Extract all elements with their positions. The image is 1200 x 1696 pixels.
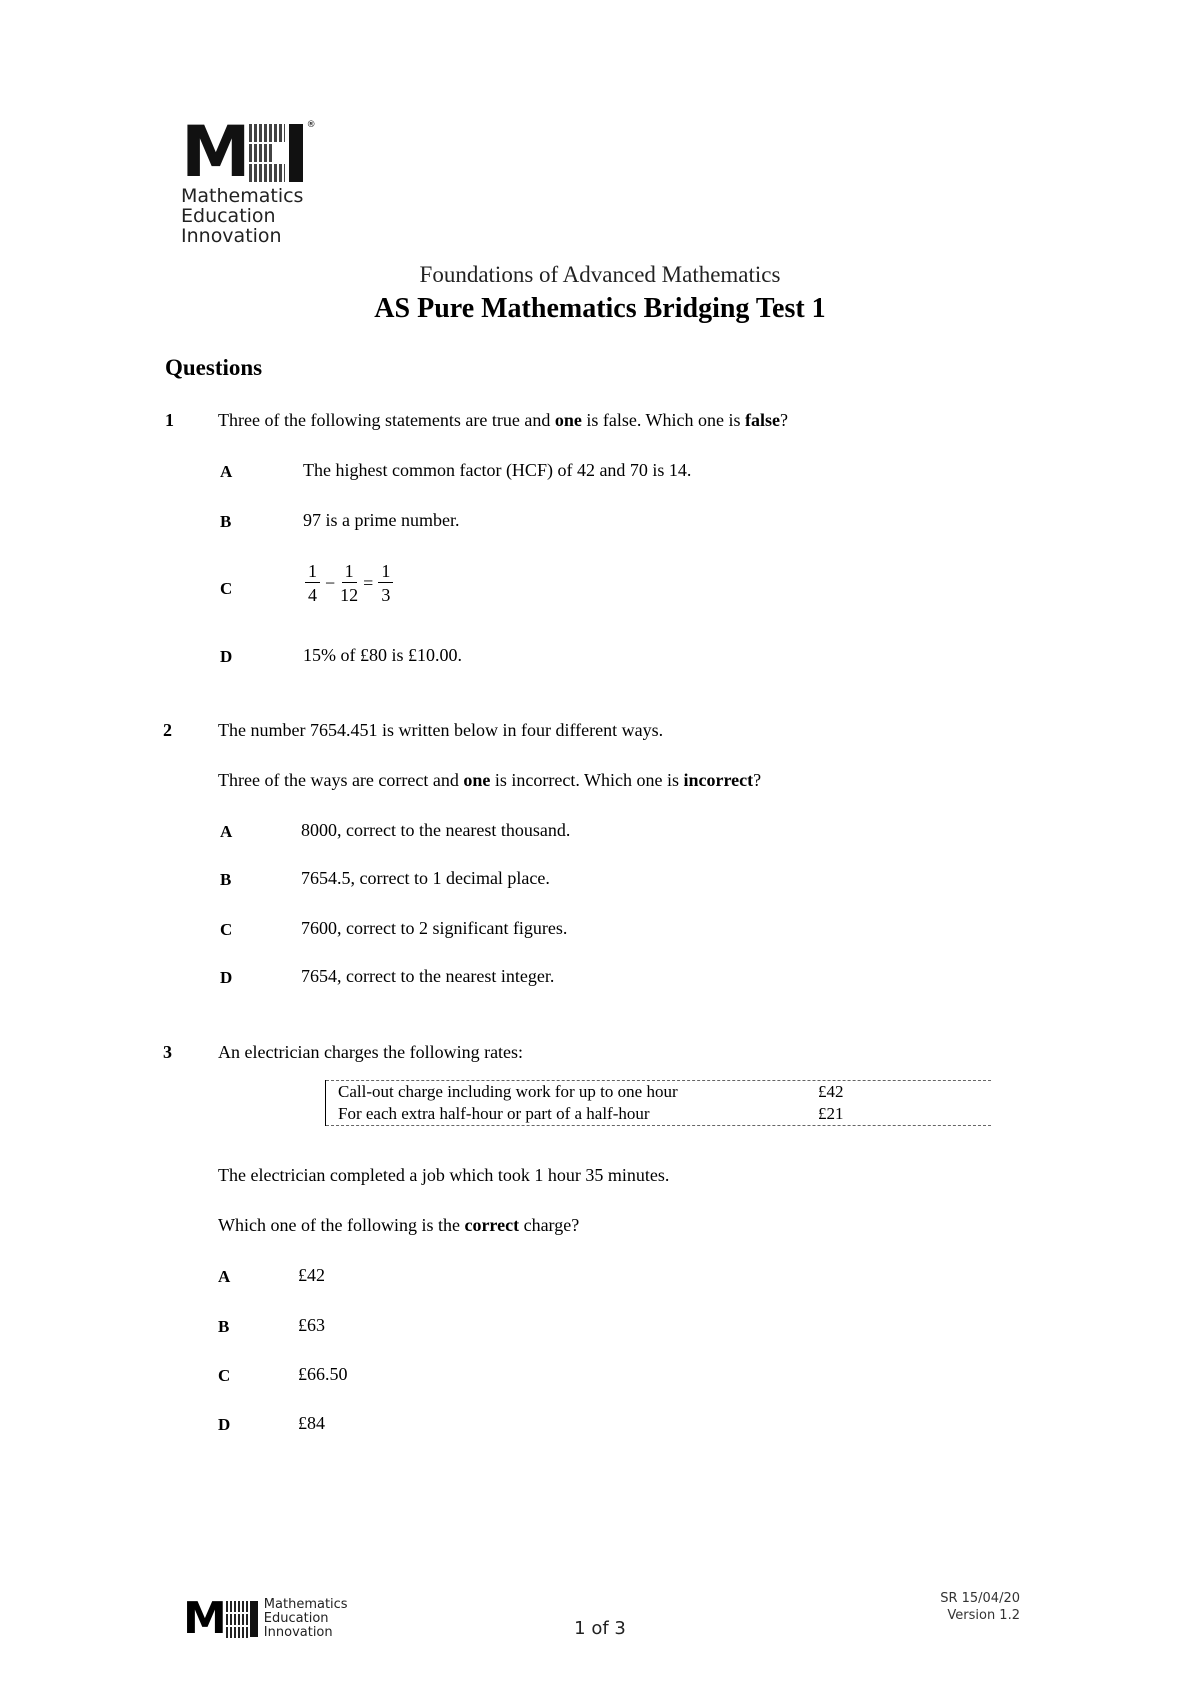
reference-date: SR 15/04/20 xyxy=(940,1591,1020,1606)
mei-logo xyxy=(181,111,351,247)
reference-version: Version 1.2 xyxy=(947,1608,1020,1623)
q1-text-bold: false xyxy=(745,410,781,430)
q3-option-a-letter: A xyxy=(218,1267,231,1286)
logo-i-icon xyxy=(289,124,303,182)
q1-option-c-equation xyxy=(303,560,395,607)
q3-option-c-letter: C xyxy=(218,1366,231,1385)
q2-option-d-text: 7654, correct to the nearest integer. xyxy=(301,966,555,986)
q2-text-bold: incorrect xyxy=(683,770,754,790)
q1-option-d-letter: D xyxy=(220,647,233,666)
question-2-instruction xyxy=(218,770,761,791)
footer-logo-line: Innovation xyxy=(263,1625,333,1640)
q2-option-a-letter: A xyxy=(220,822,233,841)
document-reference xyxy=(900,1590,1020,1624)
logo-line: Mathematics xyxy=(181,185,304,207)
q2-option-b-text: 7654.5, correct to 1 decimal place. xyxy=(301,868,550,888)
document-title: AS Pure Mathematics Bridging Test 1 xyxy=(374,293,826,324)
fraction xyxy=(340,560,358,607)
rate-amount: £21 xyxy=(818,1104,844,1123)
logo-letter-m: M xyxy=(181,111,247,193)
q1-option-a-letter: A xyxy=(220,462,233,481)
q3-option-a-text: £42 xyxy=(298,1265,325,1285)
fraction-denominator: 3 xyxy=(381,585,391,605)
q2-option-b-letter: B xyxy=(220,870,232,889)
rates-row xyxy=(326,1080,991,1103)
section-heading: Questions xyxy=(165,355,263,380)
rate-description: For each extra half-hour or part of a half-hour xyxy=(338,1104,650,1123)
q2-text-part: ? xyxy=(753,770,762,790)
rate-amount: £42 xyxy=(818,1082,844,1101)
q3-option-d-text: £84 xyxy=(298,1413,325,1433)
q1-option-b-letter: B xyxy=(220,512,232,531)
question-2-text: The number 7654.451 is written below in four different ways. xyxy=(218,720,664,740)
registered-mark: ® xyxy=(306,120,316,130)
q1-text-part: Three of the following statements are true and xyxy=(218,410,555,430)
q3-option-d-letter: D xyxy=(218,1415,231,1434)
logo-line: Innovation xyxy=(181,225,282,247)
mei-logo-mark xyxy=(181,111,351,193)
question-3-instruction xyxy=(218,1215,579,1236)
question-3-text: An electrician charges the following rates: xyxy=(218,1042,524,1062)
q2-text-bold: one xyxy=(463,770,491,790)
q1-option-d-text: 15% of £80 is £10.00. xyxy=(303,645,462,665)
q2-option-c-text: 7600, correct to 2 significant figures. xyxy=(301,918,568,938)
question-3-job-text: The electrician completed a job which took 1 hour 35 minutes. xyxy=(218,1165,670,1185)
q2-text-part: is incorrect. Which one is xyxy=(490,770,684,790)
q2-option-d-letter: D xyxy=(220,968,233,987)
logo-text xyxy=(181,186,351,246)
rate-description: Call-out charge including work for up to one hour xyxy=(338,1082,678,1101)
equals-operator: = xyxy=(363,573,374,593)
fraction xyxy=(378,560,393,607)
question-1-text xyxy=(218,410,788,431)
fraction xyxy=(305,560,320,607)
q1-text-part: is false. Which one is xyxy=(581,410,746,430)
rates-table xyxy=(325,1080,991,1126)
q2-text-part: Three of the ways are correct and xyxy=(218,770,464,790)
q1-text-bold: one xyxy=(554,410,582,430)
q1-option-a-text: The highest common factor (HCF) of 42 and 70 is 14. xyxy=(303,460,692,480)
footer-logo-line: Mathematics xyxy=(263,1597,348,1612)
q3-text-part: charge? xyxy=(519,1215,580,1235)
fraction-numerator: 1 xyxy=(305,560,320,583)
logo-e-icon xyxy=(249,124,285,182)
q2-option-a-text: 8000, correct to the nearest thousand. xyxy=(301,820,571,840)
logo-line: Education xyxy=(181,205,276,227)
q2-option-c-letter: C xyxy=(220,920,233,939)
fraction-numerator: 1 xyxy=(342,560,357,583)
question-2-number: 2 xyxy=(163,720,172,740)
q1-text-part: ? xyxy=(780,410,789,430)
q1-option-c-letter: C xyxy=(220,579,233,598)
footer-logo-line: Education xyxy=(263,1611,329,1626)
minus-operator: − xyxy=(325,573,336,593)
document-subtitle: Foundations of Advanced Mathematics xyxy=(419,262,781,287)
q3-option-b-text: £63 xyxy=(298,1315,325,1335)
rates-row xyxy=(326,1103,991,1126)
q3-option-b-letter: B xyxy=(218,1317,230,1336)
page-number: 1 of 3 xyxy=(574,1618,626,1639)
q3-option-c-text: £66.50 xyxy=(298,1364,348,1384)
q3-text-bold: correct xyxy=(464,1215,520,1235)
footer-logo-letter-m: M xyxy=(183,1593,224,1644)
fraction-numerator: 1 xyxy=(378,560,393,583)
q1-option-b-text: 97 is a prime number. xyxy=(303,510,460,530)
question-1-number: 1 xyxy=(165,410,174,430)
fraction-denominator: 12 xyxy=(340,585,359,605)
fraction-denominator: 4 xyxy=(308,585,317,605)
question-3-number: 3 xyxy=(163,1042,172,1062)
q3-text-part: Which one of the following is the xyxy=(218,1215,465,1235)
